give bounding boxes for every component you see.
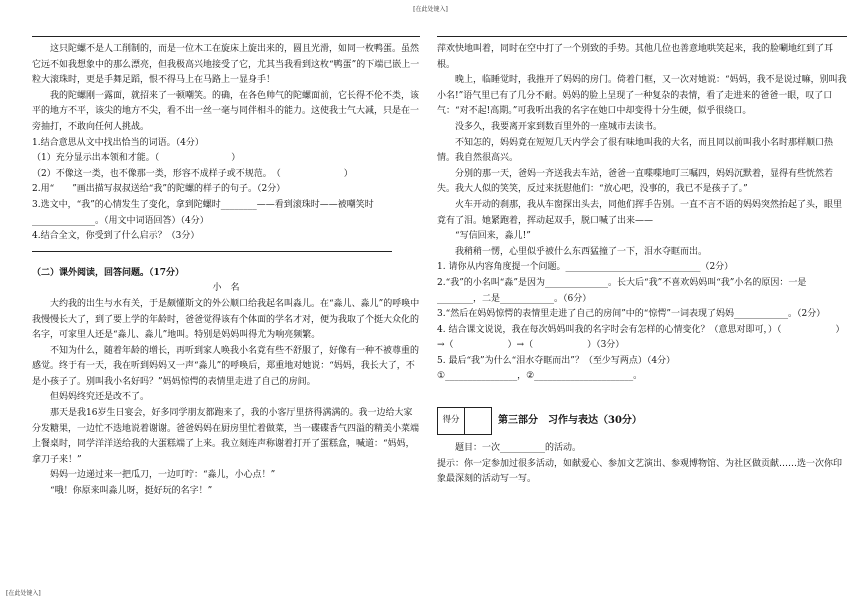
- passage-paragraph: “哦！你原来叫淼儿呀，挺好玩的名字！”: [50, 486, 213, 497]
- question-1: 1.结合意思从文中找出恰当的词语。（4分）: [32, 137, 204, 148]
- question-1b: （2）不像这一类，也不像那一类，形容不成样子或不规范。 （ ）: [32, 168, 353, 179]
- question-4: 4. 结合课文说说，我在每次妈妈叫我的名字时会有怎样的心情变化？（意思对即可，）（ ）→（ ）→（ ）（3分）: [437, 324, 845, 351]
- left-top-rule: [32, 36, 420, 37]
- score-box: [437, 407, 492, 435]
- essay-topic: 题目：一次__________的活动。: [455, 443, 582, 454]
- passage-paragraph: 妈妈一边递过来一把瓜刀，一边叮咛：“淼儿，小心点！”: [50, 470, 276, 481]
- question-5: 5. 最后“我”为什么“泪水夺眶而出”？（至少写两点）（4分）: [437, 355, 676, 366]
- passage-paragraph: 晚上，临睡觉时，我推开了妈妈的房门。倚着门框，又一次对她说：“妈妈，我不是说过嘛，别叫我小名!”语气里已有了几分不耐。妈妈的脸上呈现了一种复杂的表情，看了走进来的爸爸一眼，叹了口气：“对不起!高期。”可我听出我的名字在她口中却变得十分生硬，似乎很绕口。: [437, 75, 847, 117]
- right-column: [437, 42, 847, 488]
- page-footer: [在此处键入]: [6, 590, 41, 597]
- passage-paragraph: 没多久，我要离开家到数百里外的一座城市去读书。: [455, 121, 663, 132]
- answer-line: [32, 251, 392, 252]
- passage-paragraph: “写信回来，淼儿!”: [455, 231, 531, 242]
- left-column: [32, 42, 420, 500]
- right-top-rule: [437, 36, 847, 37]
- question-3: 3.选文中，“我”的心情发生了变化，拿到陀螺时________——看到滚珠时——被嘲笑时______________。（用文中词语回答）（4分）: [32, 199, 374, 226]
- passage-paragraph: 大约我的出生与水有关，于是颇懂斯文的外公顺口给我起名叫淼儿。在“淼儿、淼儿”的呼唤中我慢慢长大了，到了要上学的年龄时，爸爸觉得该有个体面的学名才对，便为我取了个挺大众化的名字，可家里人还是“淼儿、淼儿”地叫。特别是妈妈叫得尤为响亮频繁。: [32, 298, 420, 341]
- question-5-answers: ①________________，②______________________。: [437, 371, 643, 382]
- part-heading: 第三部分 习作与表达（30分）: [498, 415, 642, 427]
- passage-paragraph: 不知为什么，随着年龄的增长，再听到家人唤我小名竟有些不舒服了，好像有一种不被尊重的感觉。终于有一天，我在听到妈妈又一声“淼儿”的呼唤后，郑重地对她说：“妈妈，我长大了，不是小孩子了。别叫我小名好吗？”妈妈惊愕的表情里走进了自己的房间。: [32, 345, 420, 387]
- question-4: 4.结合全文，你受到了什么启示？（3分）: [32, 231, 200, 242]
- passage-paragraph: 那天是我16岁生日宴会，好多同学朋友都跑来了，我的小客厅里挤得满满的。我一边给大家分发糖果，一边忙不迭地说着谢谢。爸爸妈妈在厨房里忙着做菜，当一碟碟香气四溢的精美小菜端上餐桌时，同学洋洋送给我的大蛋糕端了上来。我立刻连声称谢着打开了蛋糕盒，喊道：“妈妈，拿刀子来！”: [32, 408, 420, 465]
- passage-paragraph: 我的陀螺刚一露面，就招来了一顿嘲笑。的确，在各色帅气的陀螺面前，它长得不伦不类，该平的地方不平，该尖的地方不尖，看不出一丝一毫与同伴相斗的能力。这使我士气大减，只是在一旁抽打，不敢向任何人挑战。: [32, 90, 420, 132]
- question-1a: （1）充分显示出本领和才能。（ ）: [32, 153, 241, 164]
- passage-paragraph: 火车开动的刹那，我从车窗探出头去，同他们挥手告别。一直不言不语的妈妈突然抬起了头，眼里竟有了泪。她紧跑着，挥动起双手，脱口喊了出来——: [437, 199, 843, 226]
- question-1: 1. 请你从内容角度提一个问题。______________________________（2分）: [437, 262, 734, 273]
- score-blank: [465, 408, 491, 434]
- question-3: 3.“然后在妈妈惊愕的表情里走进了自己的房间”中的“惊愕”一词表现了妈妈____________。（2分）: [437, 309, 826, 320]
- passage-paragraph: 这只陀螺不是人工削制的，而是一位木工在旋床上旋出来的，圆且光滑，如同一枚鸭蛋。虽然它远不如我想象中的那么漂亮，但我极高兴地接受了它，尤其当我看到这枚“鸭蛋”的下端已嵌上一粒大滚珠时，更是手舞足蹈，恨不得马上在马路上一显身手！: [32, 44, 420, 86]
- passage-paragraph: 萍欢快地叫着，同时在空中打了一个别致的手势。其他几位也善意地哄笑起来，我的脸唰地红到了耳根。: [437, 44, 834, 70]
- passage-paragraph: 不知怎的，妈妈竟在短短几天内学会了很有味地叫我的大名，而且同以前叫我小名时那样顺口热情。我自然很高兴。: [437, 137, 834, 164]
- score-label: 得分: [438, 408, 465, 434]
- essay-hint: 提示：你一定参加过很多活动，如献爱心、参加文艺演出、参观博物馆、为社区做贡献……选一次你印象最深刻的活动写一写。: [437, 458, 843, 485]
- section-heading: （二）课外阅读，回答问题。（17分）: [32, 267, 185, 278]
- passage-paragraph: 但妈妈终究还是改不了。: [50, 392, 150, 403]
- passage-paragraph: 分别的那一天，爸妈一齐送我去车站，爸爸一直喋喋地叮三嘱四，妈妈沉默着，显得有些恍然若失。我大人似的笑笑，反过来抚慰他们：“放心吧，没事的，我已不是孩子了。”: [437, 168, 834, 195]
- passage-title: 小 名: [212, 283, 240, 294]
- page-header: [在此处键入]: [413, 6, 448, 13]
- passage-paragraph: 我稍稍一愣，心里似乎被什么东西猛撞了一下，泪水夺眶而出。: [455, 246, 708, 257]
- score-row: [437, 407, 847, 435]
- question-2: 2.用“ ”画出描写叔叔送给“我”的陀螺的样子的句子。（2分）: [32, 184, 286, 195]
- question-2: 2.“我”的小名叫“淼”是因为______________。长大后“我”不喜欢妈妈叫“我”小名的原因：一是________，二是____________。（6分）: [437, 277, 807, 304]
